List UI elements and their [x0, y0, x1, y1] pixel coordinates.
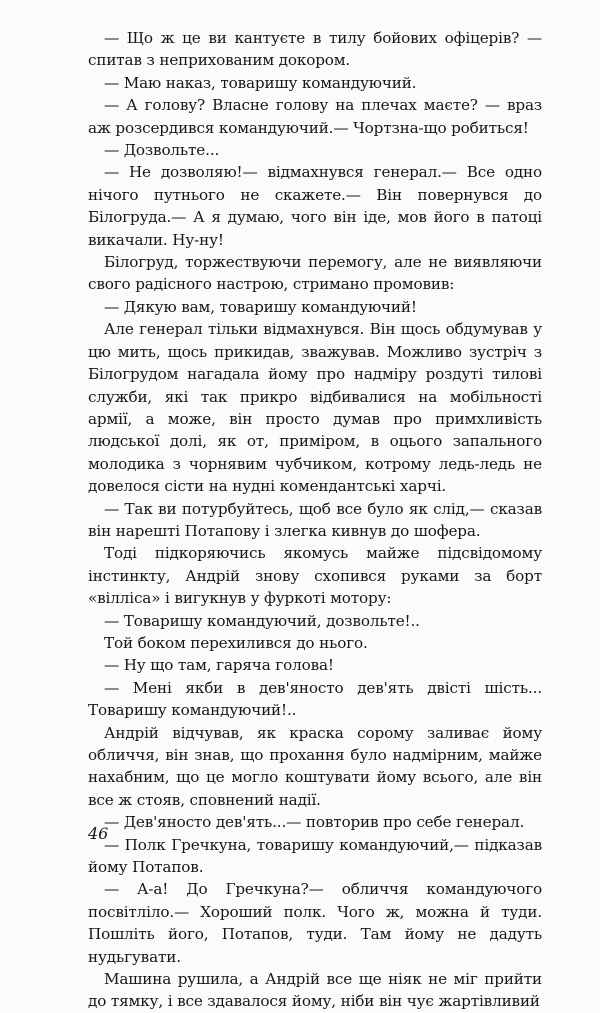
paragraph-2: — Маю наказ, товаришу командуючий. [104, 73, 417, 92]
paragraph-6: Білогруд, торжествуючи перемогу, але не виявляючи свого радісного настрою, стримано промовив: [88, 253, 542, 294]
paragraph-14: — Мені якби в дев'яносто дев'ять двісті шість... Товаришу командуючий!.. [88, 678, 542, 720]
paragraph-11: — Товаришу командуючий, дозвольте!.. [104, 611, 420, 630]
paragraph-10: Тоді підкоряючись якомусь майже підсвідомому інстинкту, Андрій знову схопився руками за борт «вілліса» і вигукнув у фуркоті мотору: [88, 544, 542, 608]
paragraph-1: — Що ж це ви кантуєте в тилу бойових офіцерів? — спитав з неприхованим докором. [88, 29, 542, 70]
paragraph-12: Той боком перехилився до нього. [104, 633, 368, 652]
paragraph-3: — А голову? Власне голову на плечах маєте? — враз аж розсердився командуючий.— Чортзна-що робиться! [88, 96, 542, 137]
page-text [88, 27, 542, 1013]
paragraph-13: — Ну що там, гаряча голова! [104, 656, 334, 675]
paragraph-15: Андрій відчував, як краска сорому заливає йому обличчя, він знав, що прохання було надмірним, майже нахабним, що це могло коштувати йому всього, але він все ж стояв, сповнений надії. [88, 723, 542, 809]
paragraph-4: — Дозвольте... [104, 141, 220, 160]
paragraph-19: Машина рушила, а Андрій все ще ніяк не міг прийти до тямку, і все здавалося йому, ніби він чує жартівливий [88, 970, 542, 1011]
paragraph-5: — Не дозволяю!— відмахнувся генерал.— Все одно нічого путнього не скажете.— Він повернувся до Білогруда.— А я думаю, чого він іде, мов його в патоці викачали. Ну-ну! [88, 163, 542, 249]
paragraph-18: — А-а! До Гречкуна?— обличчя командуючого посвітліло.— Хороший полк. Чого ж, можна й туди. Пошліть його, Потапов, туди. Там йому не дадуть нудьгувати. [88, 880, 542, 966]
paragraph-7: — Дякую вам, товаришу командуючий! [104, 297, 417, 316]
paragraph-8: Але генерал тільки відмахнувся. Він щось обдумував у цю мить, щось прикидав, зважував. Можливо зустріч з Білогрудом нагадала йому про надміру роздуті тилові служби, які так прикро відбивалися на мобільності армії, а може, він просто думав про примхливість людської долі, як от, приміром, в оцього запального молодика з чорнявим чубчиком, котрому ледь-ледь не довелося сісти на нудні комендантські харчі. [88, 320, 542, 496]
paragraph-16: — Дев'яносто дев'ять...— повторив про себе генерал. [104, 813, 525, 832]
page-number: 46 [88, 824, 109, 843]
paragraph-17: — Полк Гречкуна, товаришу командуючий,— підказав йому Потапов. [88, 835, 542, 877]
paragraph-9: — Так ви потурбуйтесь, щоб все було як слід,— сказав він нарешті Потапову і злегка кивнув до шофера. [88, 499, 542, 540]
